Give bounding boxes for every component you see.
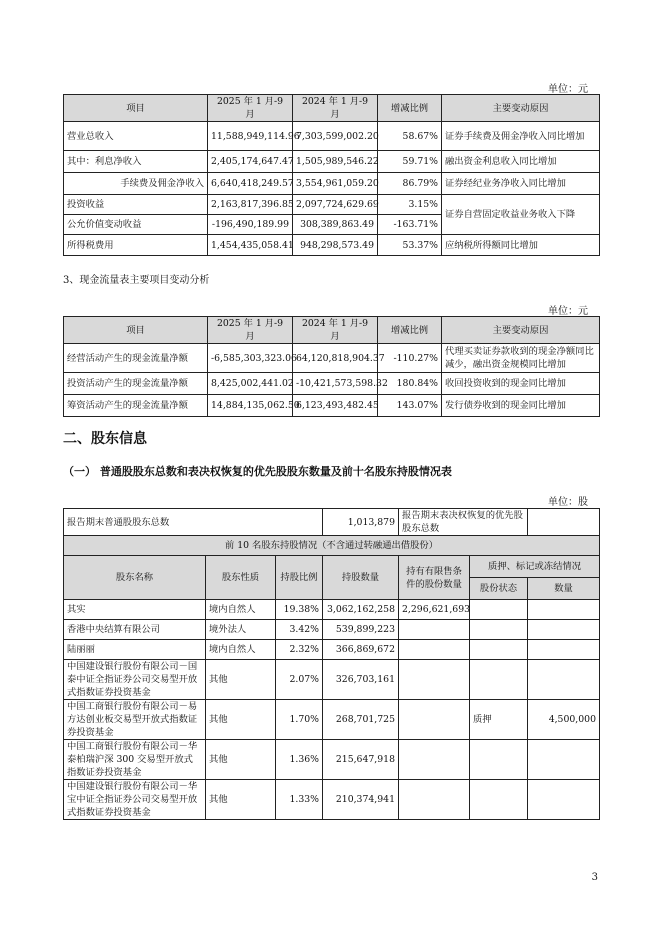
col-header: 持股数量 bbox=[323, 556, 399, 600]
shareholder-name: 陆丽丽 bbox=[64, 640, 206, 660]
share-status: 质押 bbox=[470, 700, 528, 740]
row-item: 投资活动产生的现金流量净额 bbox=[64, 373, 208, 395]
value-2025: 2,163,817,396.85 bbox=[208, 195, 293, 215]
col-header: 2025 年 1 月-9 月 bbox=[208, 317, 293, 344]
value-2025: 11,588,949,114.96 bbox=[208, 122, 293, 151]
table-header-row bbox=[64, 556, 600, 578]
table-row bbox=[64, 780, 600, 820]
pledge-amount: 4,500,000 bbox=[528, 700, 600, 740]
cashflow-change-table bbox=[63, 316, 600, 417]
share-status bbox=[470, 740, 528, 780]
restricted-qty bbox=[399, 640, 470, 660]
pledge-amount bbox=[528, 600, 600, 620]
col-header: 股份状态 bbox=[470, 578, 528, 600]
table-row bbox=[64, 373, 600, 395]
col-header: 项目 bbox=[64, 317, 208, 344]
row-item: 公允价值变动收益 bbox=[64, 215, 208, 235]
table-row bbox=[64, 235, 600, 256]
share-status bbox=[470, 780, 528, 820]
pledge-amount bbox=[528, 740, 600, 780]
restricted-qty bbox=[399, 620, 470, 640]
col-header: 主要变动原因 bbox=[442, 95, 600, 122]
col-header: 2025 年 1 月-9 月 bbox=[208, 95, 293, 122]
shareholder-nature: 境外法人 bbox=[206, 620, 276, 640]
holding-qty: 215,647,918 bbox=[323, 740, 399, 780]
value-2024: 64,120,818,904.37 bbox=[293, 344, 378, 373]
row-item: 营业总收入 bbox=[64, 122, 208, 151]
col-header: 增减比例 bbox=[378, 317, 442, 344]
shareholder-nature: 其他 bbox=[206, 700, 276, 740]
share-status bbox=[470, 660, 528, 700]
unit-label-3: 单位：股 bbox=[548, 497, 588, 508]
shareholder-nature: 其他 bbox=[206, 780, 276, 820]
col-header: 2024 年 1 月-9 月 bbox=[293, 317, 378, 344]
change-ratio: 59.71% bbox=[378, 151, 442, 173]
pref-shareholders-value bbox=[528, 509, 600, 536]
value-2024: 1,505,989,546.22 bbox=[293, 151, 378, 173]
value-2024: 6,123,493,482.45 bbox=[293, 395, 378, 417]
value-2025: 1,454,435,058.41 bbox=[208, 235, 293, 256]
change-reason: 融出资金利息收入同比增加 bbox=[442, 151, 600, 173]
table-row bbox=[64, 640, 600, 660]
row-item: 手续费及佣金净收入 bbox=[64, 173, 208, 195]
value-2024: -10,421,573,598.32 bbox=[293, 373, 378, 395]
unit-label-1: 单位：元 bbox=[548, 84, 588, 95]
holding-ratio: 19.38% bbox=[276, 600, 323, 620]
shareholder-name: 中国工商银行股份有限公司－易方达创业板交易型开放式指数证券投资基金 bbox=[64, 700, 206, 740]
col-header: 质押、标记或冻结情况 bbox=[470, 556, 600, 578]
change-ratio: -163.71% bbox=[378, 215, 442, 235]
shareholder-name: 香港中央结算有限公司 bbox=[64, 620, 206, 640]
table-row bbox=[64, 122, 600, 151]
table-row bbox=[64, 700, 600, 740]
change-ratio: 58.67% bbox=[378, 122, 442, 151]
change-reason: 证券自营固定收益业务收入下降 bbox=[442, 195, 600, 235]
holding-ratio: 2.07% bbox=[276, 660, 323, 700]
share-status bbox=[470, 640, 528, 660]
restricted-qty bbox=[399, 700, 470, 740]
col-header: 2024 年 1 月-9 月 bbox=[293, 95, 378, 122]
change-ratio: 180.84% bbox=[378, 373, 442, 395]
value-2024: 948,298,573.49 bbox=[293, 235, 378, 256]
total-shareholders-row bbox=[64, 509, 600, 536]
pledge-amount bbox=[528, 660, 600, 700]
col-header: 项目 bbox=[64, 95, 208, 122]
table-row bbox=[64, 151, 600, 173]
holding-ratio: 3.42% bbox=[276, 620, 323, 640]
change-ratio: 86.79% bbox=[378, 173, 442, 195]
pledge-amount bbox=[528, 780, 600, 820]
row-item: 经营活动产生的现金流量净额 bbox=[64, 344, 208, 373]
top10-title-row bbox=[64, 536, 600, 556]
value-2025: 2,405,174,647.47 bbox=[208, 151, 293, 173]
col-header: 数量 bbox=[528, 578, 600, 600]
table-row bbox=[64, 660, 600, 700]
col-header: 增减比例 bbox=[378, 95, 442, 122]
holding-ratio: 1.70% bbox=[276, 700, 323, 740]
table-row bbox=[64, 173, 600, 195]
col-header: 主要变动原因 bbox=[442, 317, 600, 344]
section-title-cashflow: 3、现金流量表主要项目变动分析 bbox=[63, 275, 210, 286]
holding-qty: 539,899,223 bbox=[323, 620, 399, 640]
change-reason: 收回投资收到的现金同比增加 bbox=[442, 373, 600, 395]
total-shareholders-label: 报告期末普通股股东总数 bbox=[64, 509, 323, 536]
value-2025: 8,425,002,441.02 bbox=[208, 373, 293, 395]
table-row bbox=[64, 600, 600, 620]
shareholder-nature: 境内自然人 bbox=[206, 600, 276, 620]
change-ratio: 3.15% bbox=[378, 195, 442, 215]
shareholder-nature: 境内自然人 bbox=[206, 640, 276, 660]
shareholder-name: 中国建设银行股份有限公司－国泰中证全指证券公司交易型开放式指数证券投资基金 bbox=[64, 660, 206, 700]
value-2024: 3,554,961,059.20 bbox=[293, 173, 378, 195]
table-header-row bbox=[64, 95, 600, 122]
holding-qty: 268,701,725 bbox=[323, 700, 399, 740]
change-ratio: 143.07% bbox=[378, 395, 442, 417]
value-2025: 14,884,135,062.50 bbox=[208, 395, 293, 417]
shareholder-name: 其实 bbox=[64, 600, 206, 620]
col-header: 股东名称 bbox=[64, 556, 206, 600]
value-2025: -6,585,303,323.06 bbox=[208, 344, 293, 373]
restricted-qty: 2,296,621,693 bbox=[399, 600, 470, 620]
value-2024: 2,097,724,629.69 bbox=[293, 195, 378, 215]
change-reason: 证券经纪业务净收入同比增加 bbox=[442, 173, 600, 195]
holding-qty: 210,374,941 bbox=[323, 780, 399, 820]
holding-qty: 326,703,161 bbox=[323, 660, 399, 700]
value-2024: 308,389,863.49 bbox=[293, 215, 378, 235]
holding-ratio: 2.32% bbox=[276, 640, 323, 660]
change-reason: 证券手续费及佣金净收入同比增加 bbox=[442, 122, 600, 151]
col-header: 股东性质 bbox=[206, 556, 276, 600]
top10-title: 前 10 名股东持股情况（不含通过转融通出借股份） bbox=[64, 536, 600, 556]
change-reason: 代理买卖证券款收到的现金净额同比减少，融出资金规模同比增加 bbox=[442, 344, 600, 373]
income-change-table bbox=[63, 94, 600, 256]
heading-shareholder-info: 二、股东信息 bbox=[63, 431, 147, 447]
table-header-row bbox=[64, 317, 600, 344]
pref-shareholders-label: 报告期末表决权恢复的优先股股东总数 bbox=[399, 509, 528, 536]
table-row bbox=[64, 620, 600, 640]
change-reason: 发行债券收到的现金同比增加 bbox=[442, 395, 600, 417]
share-status bbox=[470, 620, 528, 640]
shareholder-name: 中国建设银行股份有限公司－华宝中证全指证券公司交易型开放式指数证券投资基金 bbox=[64, 780, 206, 820]
value-2024: 7,303,599,002.20 bbox=[293, 122, 378, 151]
table-row bbox=[64, 740, 600, 780]
total-shareholders-value: 1,013,879 bbox=[323, 509, 399, 536]
holding-ratio: 1.36% bbox=[276, 740, 323, 780]
unit-label-2: 单位：元 bbox=[548, 306, 588, 317]
col-header: 持股比例 bbox=[276, 556, 323, 600]
shareholder-name: 中国工商银行股份有限公司－华泰柏瑞沪深 300 交易型开放式指数证券投资基金 bbox=[64, 740, 206, 780]
value-2025: 6,640,418,249.57 bbox=[208, 173, 293, 195]
restricted-qty bbox=[399, 660, 470, 700]
shareholders-table bbox=[63, 508, 600, 820]
pledge-amount bbox=[528, 620, 600, 640]
restricted-qty bbox=[399, 740, 470, 780]
holding-qty: 366,869,672 bbox=[323, 640, 399, 660]
table-row bbox=[64, 195, 600, 215]
holding-ratio: 1.33% bbox=[276, 780, 323, 820]
row-item: 投资收益 bbox=[64, 195, 208, 215]
row-item: 筹资活动产生的现金流量净额 bbox=[64, 395, 208, 417]
row-item: 所得税费用 bbox=[64, 235, 208, 256]
change-ratio: -110.27% bbox=[378, 344, 442, 373]
pledge-amount bbox=[528, 640, 600, 660]
change-ratio: 53.37% bbox=[378, 235, 442, 256]
change-reason: 应纳税所得额同比增加 bbox=[442, 235, 600, 256]
holding-qty: 3,062,162,258 bbox=[323, 600, 399, 620]
row-item: 其中：利息净收入 bbox=[64, 151, 208, 173]
page-number: 3 bbox=[591, 872, 598, 883]
value-2025: -196,490,189.99 bbox=[208, 215, 293, 235]
share-status bbox=[470, 600, 528, 620]
restricted-qty bbox=[399, 780, 470, 820]
table-row bbox=[64, 344, 600, 373]
shareholder-nature: 其他 bbox=[206, 660, 276, 700]
shareholder-nature: 其他 bbox=[206, 740, 276, 780]
col-header: 持有有限售条件的股份数量 bbox=[399, 556, 470, 600]
heading-shareholder-table: （一） 普通股股东总数和表决权恢复的优先股股东数量及前十名股东持股情况表 bbox=[63, 465, 452, 478]
table-row bbox=[64, 395, 600, 417]
